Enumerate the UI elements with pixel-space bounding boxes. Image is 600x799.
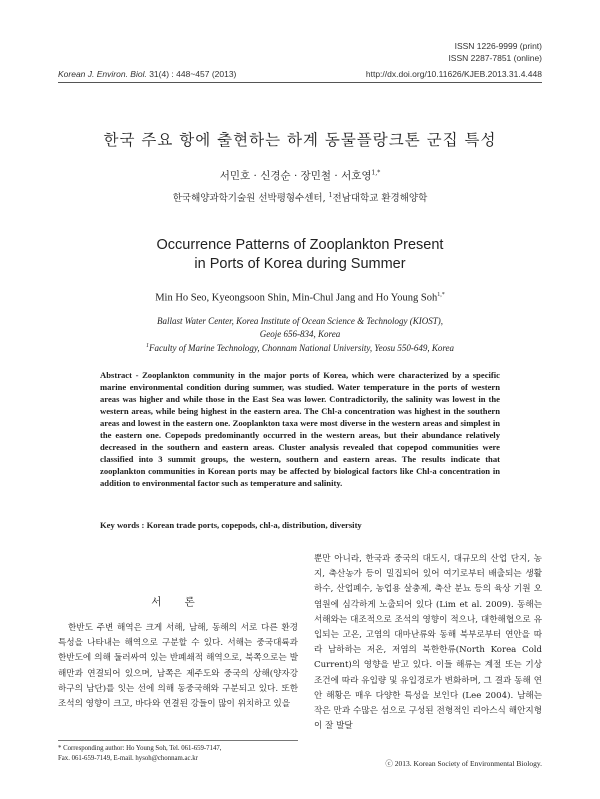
footnote-line2: Fax. 061-659-7149, E-mail. hysoh@chonnam.ac.kr <box>58 755 198 762</box>
english-author-names: Min Ho Seo, Kyeongsoon Shin, Min-Chul Jang and Ho Young Soh <box>155 292 438 304</box>
english-title-line2: in Ports of Korea during Summer <box>194 256 406 272</box>
intro-paragraph-right: 뿐만 아니라, 한국과 중국의 대도시, 대규모의 산업 단지, 농지, 축산농가 등이 밀집되어 있어 여기로부터 배출되는 생활하수, 산업폐수, 농업용 살충제, 축산 분뇨 등의 육상 기원 오염원에 심각하게 노출되어 있다 (Lim et al. 2009). 동해는 서해와는 대조적으로 조석의 영향이 적으나, 대한해협으로 유입되는 고온, 고염의 대마난류와 동해 북부로부터 연안을 따라 남하하는 저온, 저염의 북한한류(North Korea Cold Current)의 영향을 받고 있다. 이들 해류는 계절 또는 기상 조건에 따라 유입량 및 유입경로가 변화하며, 그 결과 동해 연안 해황은 매우 다양한 특성을 보인다 (Lee 2004). 남해는 작은 만과 수많은 섬으로 구성된 전형적인 리아스식 해안지형이 잘 발달 <box>314 554 542 732</box>
korean-author-names: 서민호 · 신경순 · 장민철 · 서호영 <box>219 170 372 182</box>
korean-affiliation <box>0 190 600 204</box>
issn-block <box>382 40 542 64</box>
english-affiliation <box>0 315 600 355</box>
corresponding-author-footnote <box>58 740 298 764</box>
body-column-right <box>314 552 542 734</box>
english-affil-line1: Ballast Water Center, Korea Institute of Ocean Science & Technology (KIOST), <box>157 316 443 326</box>
english-affil-line3 <box>0 340 600 355</box>
issn-print: ISSN 1226-9999 (print) <box>454 41 542 51</box>
korean-affiliation-a: 한국해양과학기술원 선박평형수센터, <box>172 193 326 204</box>
intro-heading: 서 론 <box>151 596 205 608</box>
abstract-text: - Zooplankton community in the major ports of Korea, which were characterized by a specific marine environmental condition during summer, was studied. Water temperature in the ports of western areas was higher and while those in the East Sea was lower. Contradictorily, the salinity was lowest in the western areas, while being highest in the eastern area. The Chl-a concentration was highest in the southern areas and lowest in the eastern one. Zooplankton taxa were most diverse in the western areas and simplest in the eastern one. Copepods predominantly occurred in the western areas, but their abundance relatively decreased in the southern and eastern areas. Cluster analysis revealed that copepod communities were classified into 3 summit groups, the western, southern and eastern areas. The results indicate that zooplankton communities in Korean ports may be affected by biological factors like Chl-a concentration in addition to environmental factor such as temperature and salinity. <box>100 370 500 488</box>
volume-pages: 31(4) : 448~457 (2013) <box>149 69 237 79</box>
copyright-notice: ⓒ 2013. Korean Society of Environmental Biology. <box>385 759 542 768</box>
korean-title: 한국 주요 항에 출현하는 하계 동물플랑크톤 군집 특성 <box>103 131 497 149</box>
doi-link[interactable]: http://dx.doi.org/10.11626/KJEB.2013.31.4.448 <box>365 69 542 79</box>
english-title-line1: Occurrence Patterns of Zooplankton Present <box>156 237 444 253</box>
issn-online: ISSN 2287-7851 (online) <box>448 53 542 63</box>
korean-affiliation-b: 전남대학교 환경해양학 <box>332 193 428 204</box>
footnote-line1: * Corresponding author: Ho Young Soh, Tel. 061-659-7147, <box>58 745 222 752</box>
abstract <box>100 369 500 489</box>
intro-paragraph-left: 한반도 주변 해역은 크게 서해, 남해, 동해의 서로 다른 환경 특성을 나타내는 해역으로 구분할 수 있다. 서해는 중국대륙과 한반도에 의해 둘러싸여 있는 반폐쇄적 해역으로, 북쪽으로는 발해만과 연결되어 있으며, 남쪽은 제주도와 중국의 상해(양자강 하구의 남단)를 잇는 선에 의해 동중국해와 구분되고 있다. 또한 조석의 영향이 크고, 바다와 연결된 강들이 많이 위치하고 있을 <box>58 623 298 710</box>
english-affil-line2: Geoje 656-834, Korea <box>259 328 341 339</box>
korean-affiliation-sup: 1 <box>328 191 333 199</box>
abstract-label: Abstract <box>100 370 132 380</box>
body-column-left <box>58 594 298 712</box>
keywords-text: Korean trade ports, copepods, chl-a, distribution, diversity <box>146 520 362 530</box>
keywords <box>100 520 500 530</box>
english-author-sup: 1,* <box>437 292 445 298</box>
korean-authors <box>0 168 600 183</box>
korean-author-sup: 1,* <box>371 169 381 177</box>
running-head <box>58 67 542 83</box>
english-affil-line3-text: Faculty of Marine Technology, Chonnam National University, Yeosu 550-649, Korea <box>149 343 454 353</box>
english-affil-line3-sup: 1 <box>146 343 149 349</box>
english-title <box>0 236 600 274</box>
journal-name: Korean J. Environ. Biol. <box>58 69 147 79</box>
keywords-label: Key words : <box>100 520 145 530</box>
english-authors <box>0 292 600 304</box>
journal-citation <box>58 69 236 79</box>
